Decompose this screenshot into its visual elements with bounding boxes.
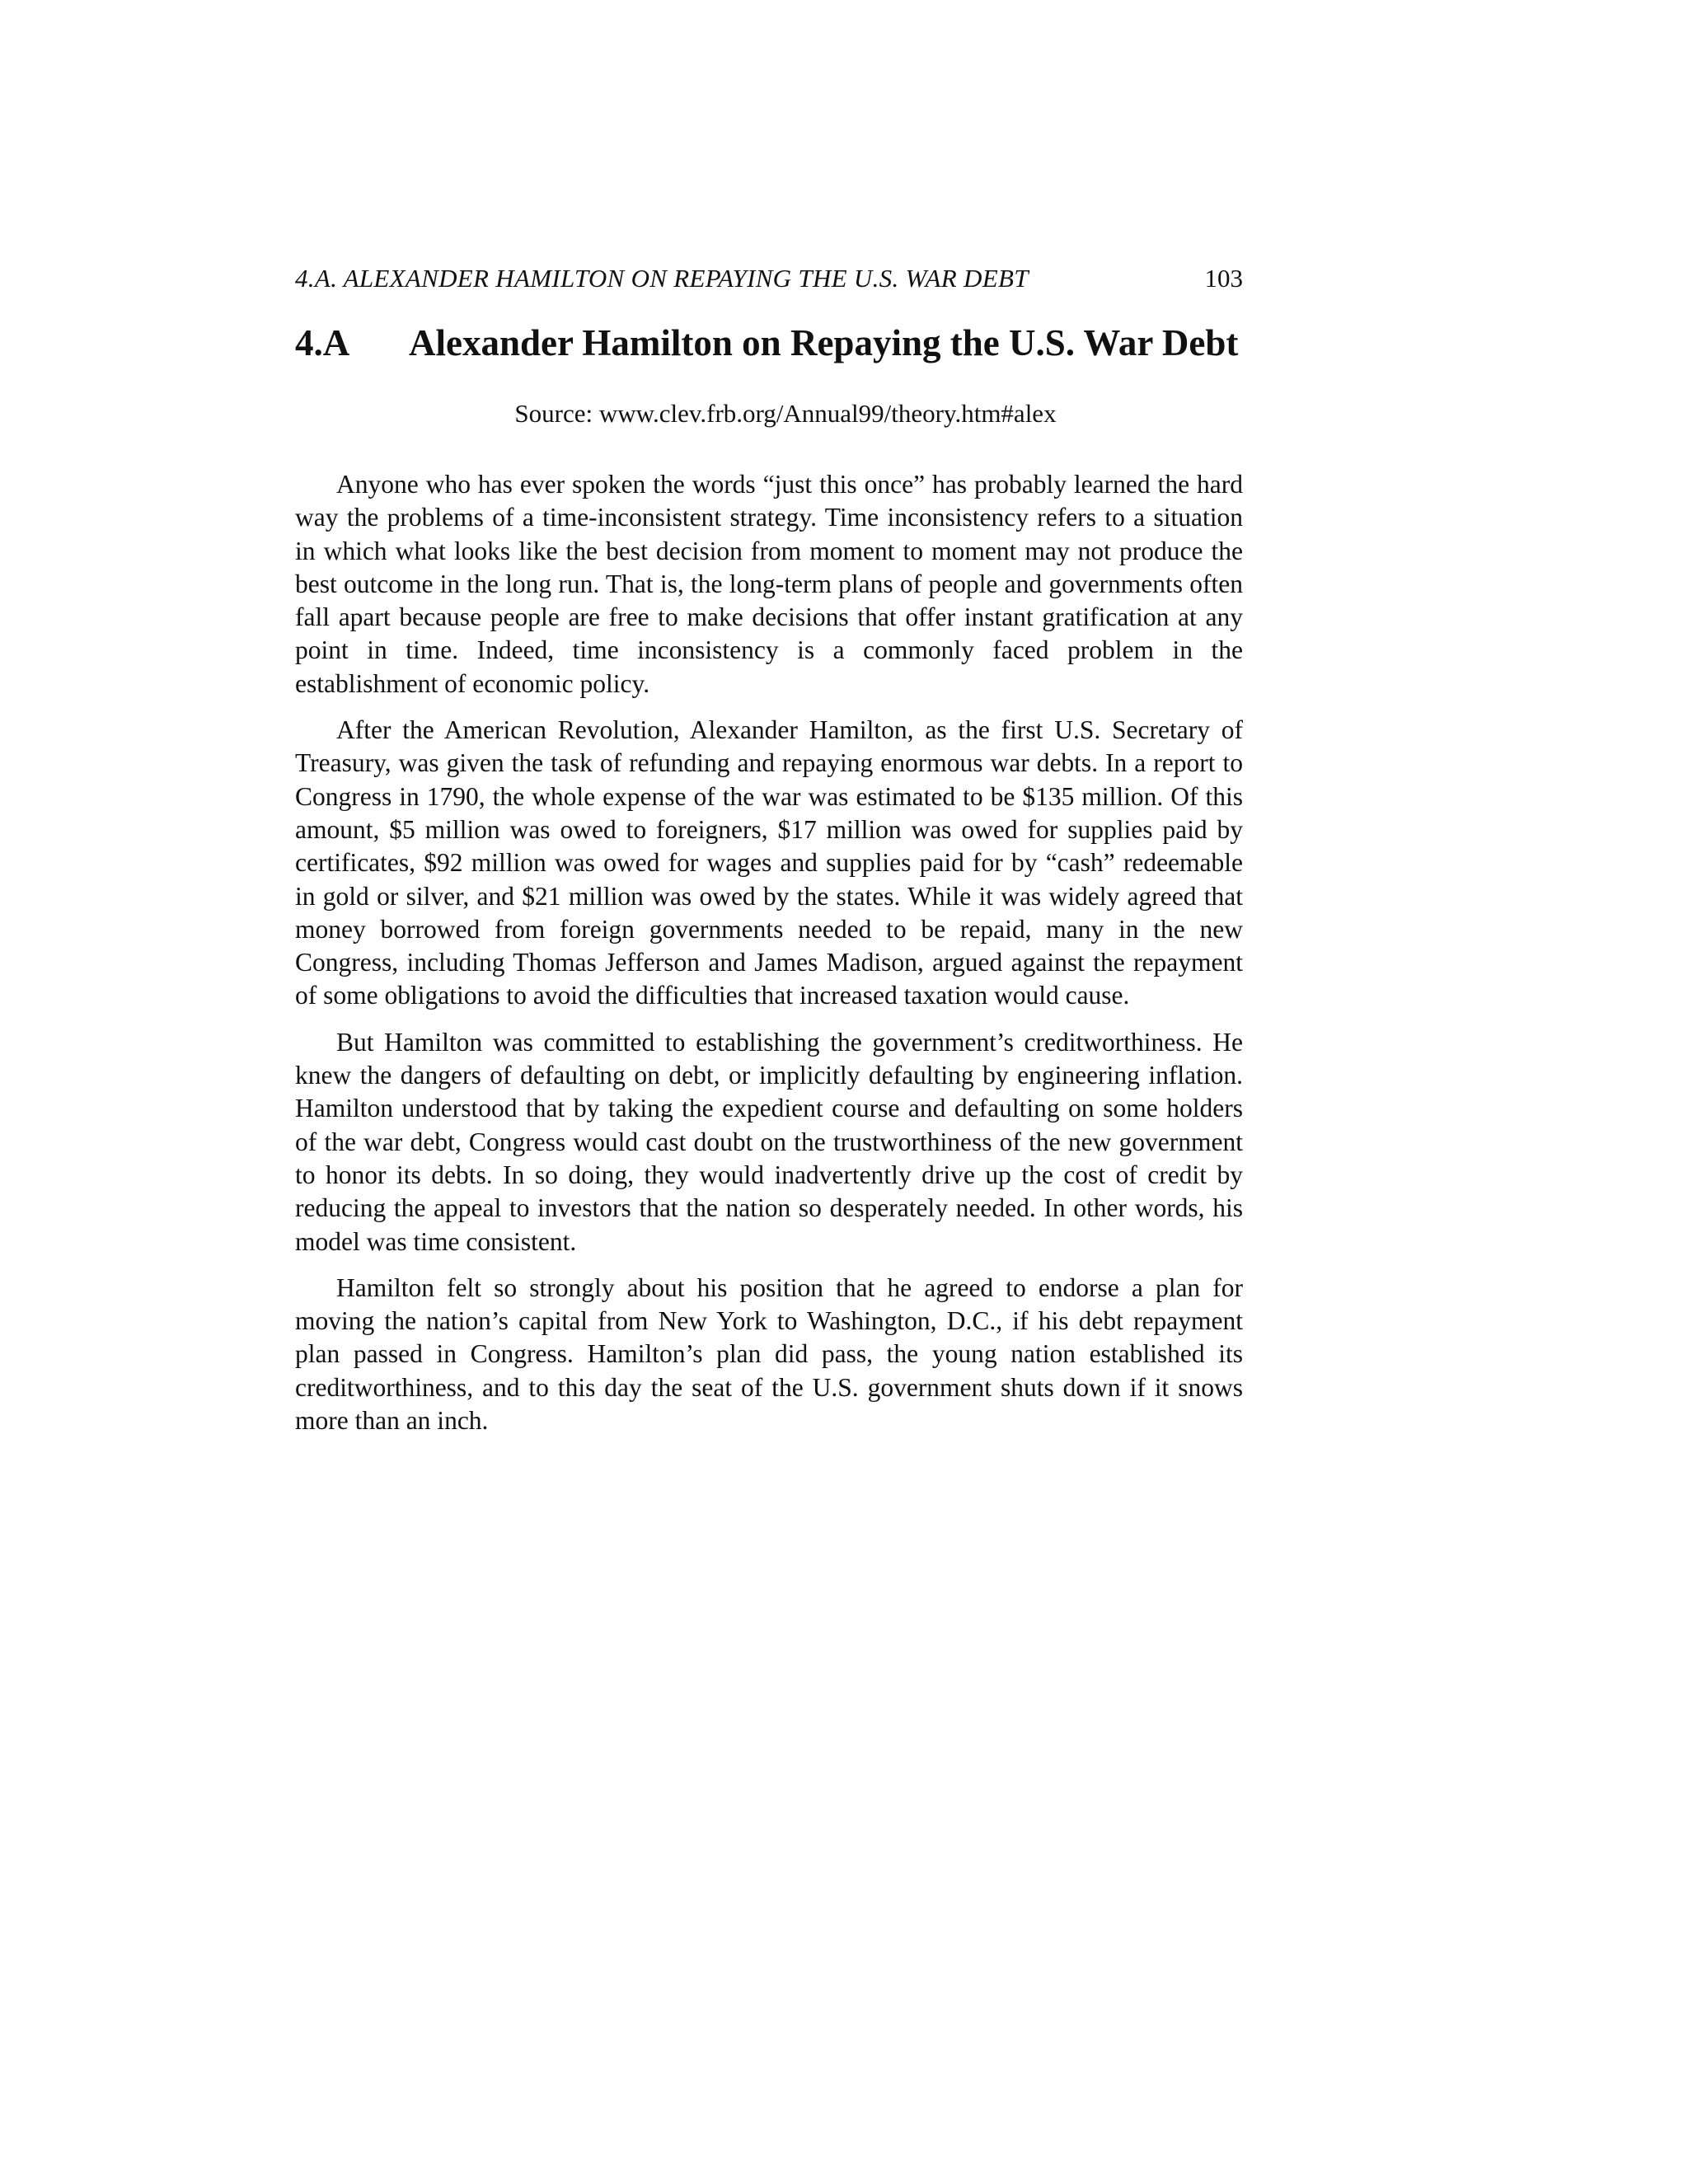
section-heading [295,318,1243,368]
paragraph: Anyone who has ever spoken the words “just this once” has probably learned the hard way the problems of a time-inconsistent strategy. Time inconsistency refers to a situation in which what looks like the best decision from moment to moment may not produce the best outcome in the long run. That is, the long-term plans of people and governments often fall apart because people are free to make decisions that offer instant gratification at any point in time. Indeed, time inconsistency is a commonly faced problem in the establishment of economic policy. [295,470,1243,698]
section-number: 4.A [295,322,350,363]
running-head-title: 4.A. ALEXANDER HAMILTON ON REPAYING THE U.S. WAR DEBT [295,264,1029,293]
section-title: Alexander Hamilton on Repaying the U.S. War Debt [409,322,1239,363]
running-head [295,262,1243,295]
paragraph: Hamilton felt so strongly about his position that he agreed to endorse a plan for moving the nation’s capital from New York to Washington, D.C., if his debt repayment plan passed in Congress. Hamilton’s plan did pass, the young nation established its creditworthiness, and to this day the seat of the U.S. government shuts down if it snows more than an inch. [295,1272,1243,1436]
page-content [295,262,1243,1451]
body-text [295,468,1243,1437]
paragraph: After the American Revolution, Alexander Hamilton, as the first U.S. Secretary of Treasury, was given the task of refunding and repaying enormous war debts. In a report to Congress in 1790, the whole expense of the war was estimated to be $135 million. Of this amount, $5 million was owed to foreigners, $17 million was owed for supplies paid by certificates, $92 million was owed for wages and supplies paid for by “cash” redeemable in gold or silver, and $21 million was owed by the states. While it was widely agreed that money borrowed from foreign governments needed to be repaid, many in the new Congress, including Thomas Jefferson and James Madison, argued against the repayment of some obligations to avoid the difficulties that increased taxation would cause. [295,715,1243,1010]
paragraph: But Hamilton was committed to establishing the government’s creditworthiness. He knew the dangers of defaulting on debt, or implicitly defaulting by engineering inflation. Hamilton understood that by taking the expedient course and defaulting on some holders of the war debt, Congress would cast doubt on the trustworthiness of the new government to honor its debts. In so doing, they would inadvertently drive up the cost of credit by reducing the appeal to investors that the nation so desperately needed. In other words, his model was time consistent. [295,1027,1243,1256]
page-number: 103 [1204,264,1243,293]
source-line: Source: www.clev.frb.org/Annual99/theory.htm#alex [514,399,1057,428]
